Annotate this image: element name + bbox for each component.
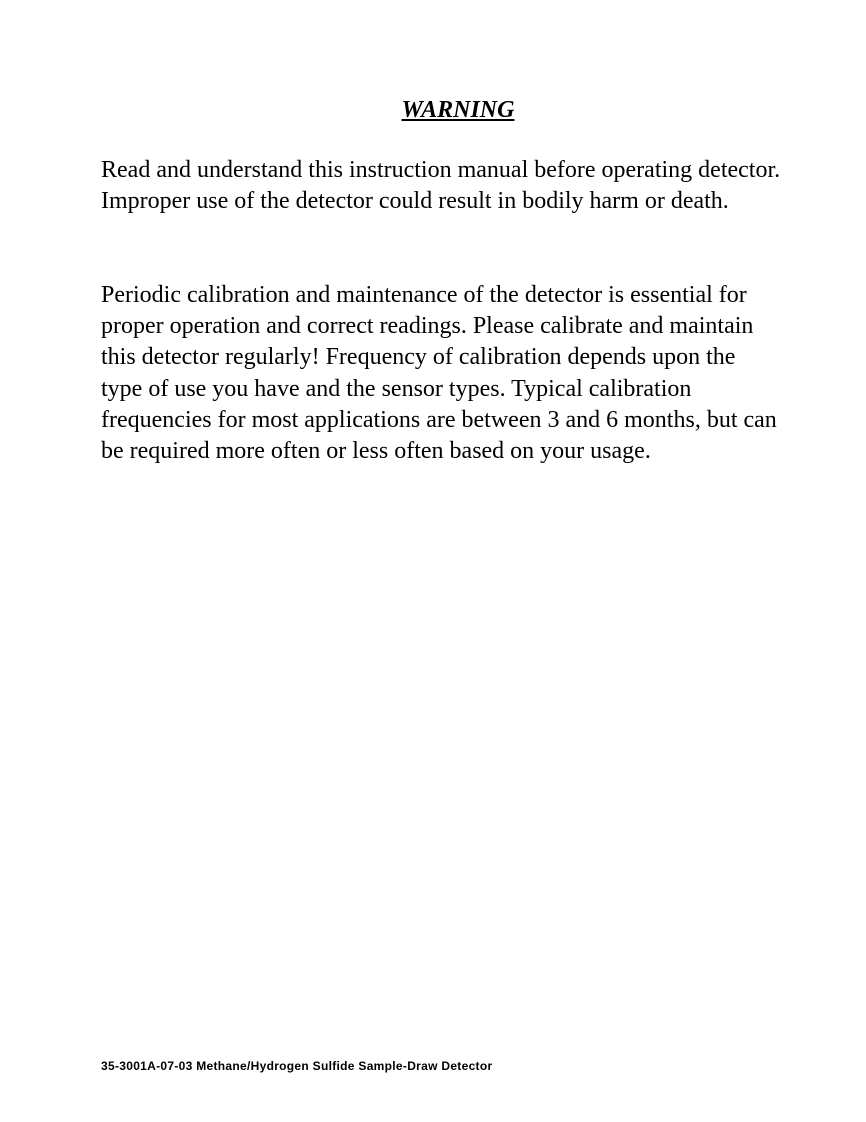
paragraph-instruction-warning: Read and understand this instruction manual before operating detector. Improper use of the detector could result in bodily harm or death. bbox=[101, 157, 781, 215]
page-footer: 35-3001A-07-03 Methane/Hydrogen Sulfide Sample-Draw Detector bbox=[101, 1059, 493, 1073]
paragraph-calibration-notice: Periodic calibration and maintenance of the detector is essential for proper operation and correct readings. Please calibrate and maintain this detector regularly! Frequency of calibration depends upon the type of use you have and the sensor types. Typical calibration frequencies for most applications are between 3 and 6 months, but can be required more often or less often based on your usage. bbox=[101, 282, 777, 465]
warning-heading: WARNING bbox=[401, 97, 515, 123]
